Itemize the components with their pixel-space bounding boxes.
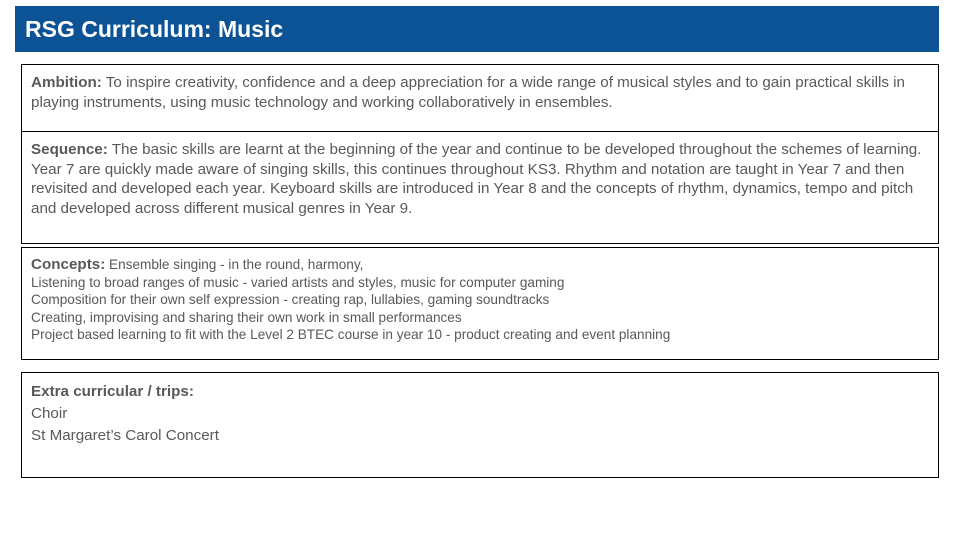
sequence-text: The basic skills are learnt at the beginning of the year and continue to be developed throughout the schemes of learning. Year 7 are quickly made aware of singing skills, this continues throughout KS3. Rhythm and notation are taught in Year 7 and then revisited and developed each year. Keyboard skills are introduced in Year 8 and the concepts of rhythm, dynamics, tempo and pitch and developed across different musical genres in Year 9. bbox=[31, 141, 922, 217]
concepts-line: Listening to broad ranges of music - varied artists and styles, music for computer gaming bbox=[31, 274, 565, 290]
concepts-line: Composition for their own self expression - creating rap, lullabies, gaming soundtracks bbox=[31, 292, 550, 308]
extra-item: Choir bbox=[31, 405, 68, 422]
concepts-box bbox=[21, 247, 939, 360]
ambition-text: To inspire creativity, confidence and a deep appreciation for a wide range of musical styles and to gain practical skills in playing instruments, using music technology and working collaboratively in ensembles. bbox=[31, 74, 905, 111]
sequence-box bbox=[21, 131, 939, 244]
sequence-label: Sequence: bbox=[31, 141, 108, 158]
concepts-line: Creating, improvising and sharing their own work in small performances bbox=[31, 309, 462, 325]
ambition-box bbox=[21, 64, 939, 132]
concepts-first-line bbox=[31, 256, 930, 274]
title-bar bbox=[15, 6, 939, 52]
concepts-first: Ensemble singing - in the round, harmony, bbox=[105, 257, 364, 272]
page-title: RSG Curriculum: Music bbox=[25, 16, 284, 42]
concepts-label: Concepts: bbox=[31, 256, 106, 273]
ambition-label: Ambition: bbox=[31, 74, 102, 91]
extra-label: Extra curricular / trips: bbox=[31, 383, 194, 400]
extra-item: St Margaret’s Carol Concert bbox=[31, 427, 219, 444]
concepts-line: Project based learning to fit with the Level 2 BTEC course in year 10 - product creating and event planning bbox=[31, 327, 671, 343]
extra-curricular-box bbox=[21, 372, 939, 478]
